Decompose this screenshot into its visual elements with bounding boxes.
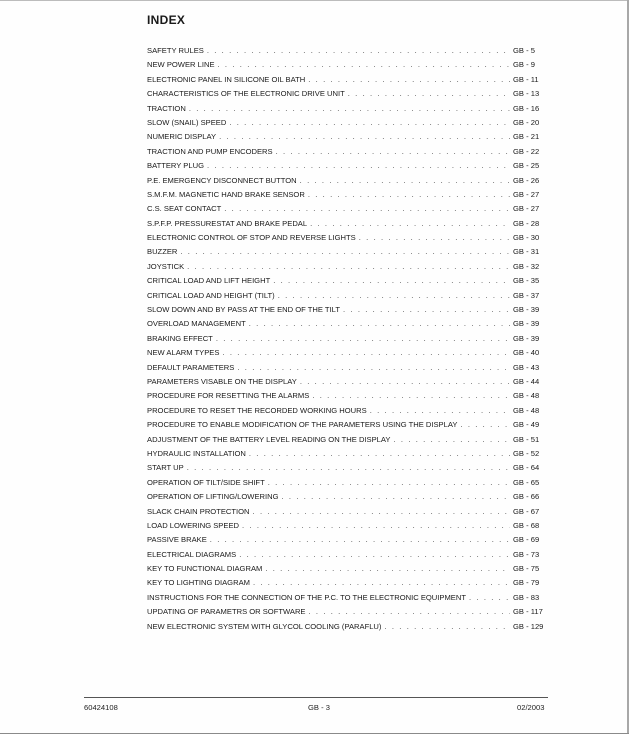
- toc-entry-label: NEW POWER LINE: [147, 60, 215, 70]
- dot-leader: [224, 202, 510, 216]
- toc-entry-page: GB - 65: [513, 477, 540, 487]
- toc-entry-page: GB - 13: [513, 89, 540, 99]
- dot-leader: [249, 447, 510, 461]
- toc-entry-page: GB - 66: [513, 492, 540, 502]
- toc-entry-page: GB - 51: [513, 434, 540, 444]
- toc-entry-label: NEW ELECTRONIC SYSTEM WITH GLYCOL COOLING (PARAFLU): [147, 621, 382, 631]
- toc-entry[interactable]: [147, 102, 547, 116]
- toc-entry-label: CRITICAL LOAD AND LIFT HEIGHT: [147, 276, 271, 286]
- toc-entry[interactable]: [147, 562, 547, 576]
- toc-entry-label: PROCEDURE TO RESET THE RECORDED WORKING HOURS: [147, 405, 367, 415]
- toc-entry[interactable]: [147, 116, 547, 130]
- toc-entry-label: S.P.F.P. PRESSURESTAT AND BRAKE PEDAL: [147, 218, 308, 228]
- dot-leader: [239, 548, 510, 562]
- toc-entry[interactable]: [147, 404, 547, 418]
- toc-entry-page: GB - 69: [513, 535, 540, 545]
- toc-entry-page: GB - 129: [513, 621, 544, 631]
- dot-leader: [253, 505, 510, 519]
- toc-entry-label: ELECTRONIC CONTROL OF STOP AND REVERSE LIGHTS: [147, 233, 356, 243]
- toc-entry-page: GB - 48: [513, 391, 540, 401]
- toc-entry-label: ELECTRICAL DIAGRAMS: [147, 549, 237, 559]
- toc-entry-label: CRITICAL LOAD AND HEIGHT (TILT): [147, 290, 275, 300]
- toc-entry[interactable]: [147, 346, 547, 360]
- toc-entry-page: GB - 48: [513, 405, 540, 415]
- toc-entry[interactable]: [147, 130, 547, 144]
- dot-leader: [222, 346, 510, 360]
- dot-leader: [216, 332, 510, 346]
- toc-entry[interactable]: [147, 361, 547, 375]
- page-border-top: [0, 0, 629, 1]
- toc-entry-page: GB - 32: [513, 261, 540, 271]
- toc-entry[interactable]: [147, 389, 547, 403]
- dot-leader: [207, 44, 510, 58]
- toc-entry-label: CHARACTERISTICS OF THE ELECTRONIC DRIVE UNIT: [147, 89, 345, 99]
- toc-entry[interactable]: [147, 332, 547, 346]
- toc-entry-label: C.S. SEAT CONTACT: [147, 204, 222, 214]
- dot-leader: [469, 591, 510, 605]
- toc-entry-label: OVERLOAD MANAGEMENT: [147, 319, 246, 329]
- toc-entry-page: GB - 43: [513, 362, 540, 372]
- index-title: INDEX: [147, 13, 186, 27]
- toc-entry[interactable]: [147, 548, 547, 562]
- dot-leader: [253, 576, 510, 590]
- toc-entry[interactable]: [147, 44, 547, 58]
- dot-leader: [348, 87, 510, 101]
- toc-entry-page: GB - 22: [513, 146, 540, 156]
- toc-entry[interactable]: [147, 576, 547, 590]
- toc-entry[interactable]: [147, 418, 547, 432]
- dot-leader: [187, 260, 510, 274]
- footer-page-number: GB - 3: [308, 703, 330, 712]
- toc-entry-label: LOAD LOWERING SPEED: [147, 520, 239, 530]
- toc-entry[interactable]: [147, 188, 547, 202]
- dot-leader: [309, 605, 511, 619]
- toc-entry[interactable]: [147, 159, 547, 173]
- toc-entry-page: GB - 35: [513, 276, 540, 286]
- toc-entry-label: TRACTION: [147, 103, 186, 113]
- toc-entry-page: GB - 79: [513, 578, 540, 588]
- toc-entry[interactable]: [147, 447, 547, 461]
- dot-leader: [384, 620, 510, 634]
- toc-entry[interactable]: [147, 317, 547, 331]
- dot-leader: [180, 245, 510, 259]
- dot-leader: [210, 533, 510, 547]
- toc-entry-page: GB - 20: [513, 117, 540, 127]
- toc-entry[interactable]: [147, 490, 547, 504]
- dot-leader: [308, 188, 510, 202]
- toc-entry[interactable]: [147, 245, 547, 259]
- toc-entry-page: GB - 83: [513, 592, 540, 602]
- toc-entry-page: GB - 44: [513, 376, 540, 386]
- toc-entry[interactable]: [147, 73, 547, 87]
- toc-entry-label: NUMERIC DISPLAY: [147, 132, 217, 142]
- toc-entry[interactable]: [147, 375, 547, 389]
- dot-leader: [249, 317, 510, 331]
- toc-entry[interactable]: [147, 533, 547, 547]
- toc-entry-label: SLACK CHAIN PROTECTION: [147, 506, 250, 516]
- toc-entry-page: GB - 52: [513, 448, 540, 458]
- toc-entry-label: ELECTRONIC PANEL IN SILICONE OIL BATH: [147, 74, 306, 84]
- toc-entry[interactable]: [147, 202, 547, 216]
- toc-entry[interactable]: [147, 58, 547, 72]
- dot-leader: [189, 102, 510, 116]
- toc-entry-page: GB - 5: [513, 46, 535, 55]
- dot-leader: [218, 58, 510, 72]
- dot-leader: [229, 116, 510, 130]
- toc-entry-label: KEY TO LIGHTING DIAGRAM: [147, 578, 250, 588]
- dot-leader: [207, 159, 510, 173]
- toc-entry-page: GB - 9: [513, 60, 535, 70]
- toc-entry[interactable]: [147, 231, 547, 245]
- toc-entry[interactable]: [147, 87, 547, 101]
- dot-leader: [187, 461, 510, 475]
- toc-entry-label: DEFAULT PARAMETERS: [147, 362, 235, 372]
- toc-entry[interactable]: [147, 461, 547, 475]
- toc-entry[interactable]: [147, 174, 547, 188]
- toc-entry[interactable]: [147, 303, 547, 317]
- dot-leader: [343, 303, 510, 317]
- dot-leader: [310, 217, 510, 231]
- toc-entry-label: JOYSTICK: [147, 261, 185, 271]
- dot-leader: [276, 145, 510, 159]
- toc-entry-label: UPDATING OF PARAMETRS OR SOFTWARE: [147, 607, 306, 617]
- toc-entry-label: HYDRAULIC INSTALLATION: [147, 448, 246, 458]
- toc-entry[interactable]: [147, 145, 547, 159]
- toc-entry[interactable]: [147, 289, 547, 303]
- toc-entry[interactable]: [147, 519, 547, 533]
- toc-entry-page: GB - 39: [513, 319, 540, 329]
- dot-leader: [359, 231, 510, 245]
- toc-entry-label: PROCEDURE FOR RESETTING THE ALARMS: [147, 391, 310, 401]
- toc-entry-page: GB - 67: [513, 506, 540, 516]
- dot-leader: [242, 519, 510, 533]
- dot-leader: [300, 375, 510, 389]
- toc-entry-page: GB - 28: [513, 218, 540, 228]
- toc-entry-page: GB - 16: [513, 103, 540, 113]
- dot-leader: [265, 562, 510, 576]
- toc-entry-page: GB - 68: [513, 520, 540, 530]
- footer-doc-number: 60424108: [84, 703, 118, 712]
- toc-entry-page: GB - 39: [513, 333, 540, 343]
- toc-entry-page: GB - 117: [513, 607, 543, 617]
- footer-divider: [84, 697, 548, 698]
- toc-entry-page: GB - 11: [513, 74, 539, 84]
- toc-entry-label: KEY TO FUNCTIONAL DIAGRAM: [147, 564, 263, 574]
- toc-entry[interactable]: [147, 605, 547, 619]
- toc-entry-label: START UP: [147, 463, 184, 473]
- toc-entry-page: GB - 37: [513, 290, 540, 300]
- toc-entry-page: GB - 75: [513, 564, 540, 574]
- toc-entry[interactable]: [147, 505, 547, 519]
- toc-entry-label: OPERATION OF TILT/SIDE SHIFT: [147, 477, 265, 487]
- toc-entry-label: BUZZER: [147, 247, 178, 257]
- toc-entry[interactable]: [147, 591, 547, 605]
- toc-entry-label: SLOW (SNAIL) SPEED: [147, 117, 227, 127]
- dot-leader: [460, 418, 510, 432]
- toc-entry-label: P.E. EMERGENCY DISCONNECT BUTTON: [147, 175, 297, 185]
- toc-entry-label: PROCEDURE TO ENABLE MODIFICATION OF THE PARAMETERS USING THE DISPLAY: [147, 420, 458, 430]
- dot-leader: [393, 433, 510, 447]
- dot-leader: [237, 361, 510, 375]
- toc-entry[interactable]: [147, 476, 547, 490]
- toc-entry-page: GB - 73: [513, 549, 540, 559]
- toc-entry-page: GB - 31: [513, 247, 540, 257]
- toc-entry[interactable]: [147, 433, 547, 447]
- dot-leader: [370, 404, 510, 418]
- toc-entry-label: S.M.F.M. MAGNETIC HAND BRAKE SENSOR: [147, 189, 305, 199]
- toc-entry-page: GB - 64: [513, 463, 540, 473]
- dot-leader: [312, 389, 510, 403]
- dot-leader: [308, 73, 510, 87]
- toc-entry-label: PASSIVE BRAKE: [147, 535, 207, 545]
- toc-entry-page: GB - 39: [513, 305, 540, 315]
- toc-entry-page: GB - 30: [513, 233, 540, 243]
- toc-entry-page: GB - 26: [513, 175, 540, 185]
- toc-entry-label: TRACTION AND PUMP ENCODERS: [147, 146, 273, 156]
- toc-entry-label: NEW ALARM TYPES: [147, 348, 220, 358]
- toc-entry-page: GB - 25: [513, 161, 540, 171]
- dot-leader: [300, 174, 510, 188]
- toc-entry-page: GB - 27: [513, 189, 540, 199]
- toc-entry[interactable]: [147, 260, 547, 274]
- table-of-contents: [147, 44, 547, 634]
- toc-entry-label: OPERATION OF LIFTING/LOWERING: [147, 492, 279, 502]
- dot-leader: [282, 490, 511, 504]
- toc-entry-label: ADJUSTMENT OF THE BATTERY LEVEL READING ON THE DISPLAY: [147, 434, 391, 444]
- dot-leader: [278, 289, 510, 303]
- toc-entry-page: GB - 49: [513, 420, 540, 430]
- dot-leader: [273, 274, 510, 288]
- toc-entry-label: BATTERY PLUG: [147, 161, 204, 171]
- toc-entry[interactable]: [147, 274, 547, 288]
- toc-entry-page: GB - 21: [513, 132, 540, 142]
- toc-entry-label: BRAKING EFFECT: [147, 333, 213, 343]
- toc-entry-page: GB - 40: [513, 348, 540, 358]
- toc-entry[interactable]: [147, 217, 547, 231]
- toc-entry-label: SAFETY RULES: [147, 46, 204, 55]
- toc-entry-page: GB - 27: [513, 204, 540, 214]
- toc-entry-label: PARAMETERS VISABLE ON THE DISPLAY: [147, 376, 297, 386]
- toc-entry-label: SLOW DOWN AND BY PASS AT THE END OF THE TILT: [147, 305, 340, 315]
- dot-leader: [268, 476, 510, 490]
- toc-entry[interactable]: [147, 620, 547, 634]
- dot-leader: [219, 130, 510, 144]
- footer-date: 02/2003: [517, 703, 545, 712]
- toc-entry-label: INSTRUCTIONS FOR THE CONNECTION OF THE P.C. TO THE ELECTRONIC EQUIPMENT: [147, 592, 466, 602]
